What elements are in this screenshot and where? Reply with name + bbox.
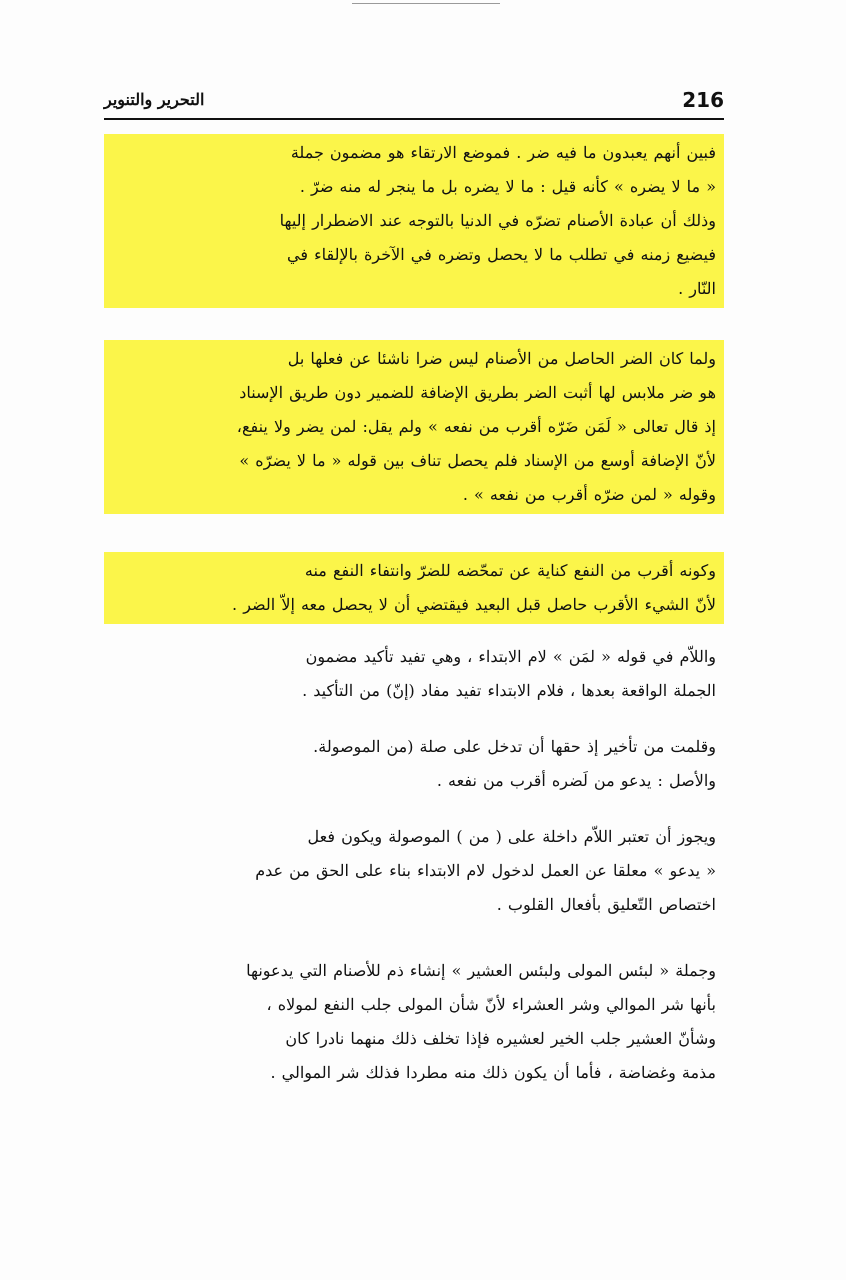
paragraph-2-highlighted: [104, 340, 724, 514]
text-line: هو ضر ملابس لها أثبت الضر بطريق الإضافة للضمير دون طريق الإسناد: [239, 383, 716, 402]
text-line: وقوله « لمن ضرّه أقرب من نفعه » .: [462, 485, 716, 504]
paragraph-3-highlighted: [104, 552, 724, 624]
text-line: فيضيع زمنه في تطلب ما لا يحصل وتضره في الآخرة بالإلقاء في: [287, 245, 716, 264]
text-line: « يدعو » معلقا عن العمل لدخول لام الابتداء بناء على الحق من عدم: [255, 861, 716, 880]
paragraph-1-highlighted: [104, 134, 724, 308]
top-rule: [352, 3, 500, 4]
text-line: ولما كان الضر الحاصل من الأصنام ليس ضرا ناشئا عن فعلها بل: [287, 349, 716, 368]
text-line: بأنها شر الموالي وشر العشراء لأنّ شأن المولى جلب النفع لمولاه ،: [266, 995, 716, 1014]
text-line: وجملة « لبئس المولى ولبئس العشير » إنشاء ذم للأصنام التي يدعونها: [246, 961, 716, 980]
page-header: [104, 88, 724, 120]
running-title: التحرير والتنوير: [104, 90, 205, 109]
paragraph-6: [104, 820, 724, 922]
paragraph-4: [104, 640, 724, 708]
text-line: مذمة وغضاضة ، فأما أن يكون ذلك منه مطردا فذلك شر الموالي .: [270, 1063, 716, 1082]
text-line: وقلمت من تأخير إذ حقها أن تدخل على صلة (من الموصولة.: [313, 737, 716, 756]
text-line: وكونه أقرب من النفع كناية عن تمحّضه للضرّ وانتفاء النفع منه: [304, 561, 716, 580]
text-line: « ما لا يضره » كأنه قيل : ما لا يضره بل ما ينجر له منه ضرّ .: [299, 177, 716, 196]
page-number: 216: [682, 88, 724, 112]
text-line: لأنّ الإضافة أوسع من الإسناد فلم يحصل تناف بين قوله « ما لا يضرّه »: [239, 451, 716, 470]
text-line: الجملة الواقعة بعدها ، فلام الابتداء تفيد مفاد (إنّ) من التأكيد .: [302, 681, 716, 700]
text-line: فبين أنهم يعبدون ما فيه ضر . فموضع الارتقاء هو مضمون جملة: [290, 143, 716, 162]
text-line: وذلك أن عبادة الأصنام تضرّه في الدنيا بالتوجه عند الاضطرار إليها: [279, 211, 716, 230]
text-line: اختصاص التّعليق بأفعال القلوب .: [496, 895, 716, 914]
text-line: وشأنّ العشير جلب الخير لعشيره فإذا تخلف ذلك منهما نادرا كان: [285, 1029, 716, 1048]
text-line: النّار .: [678, 279, 716, 298]
text-line: والأصل : يدعو من لَضره أقرب من نفعه .: [436, 771, 716, 790]
text-line: لأنّ الشيء الأقرب حاصل قبل البعيد فيقتضي أن لا يحصل معه إلاّ الضر .: [232, 595, 716, 614]
paragraph-5: [104, 730, 724, 798]
paragraph-7: [104, 954, 724, 1090]
text-line: واللاّم في قوله « لمَن » لام الابتداء ، وهي تفيد تأكيد مضمون: [305, 647, 716, 666]
text-line: إذ قال تعالى « لَمَن ضَرّه أقرب من نفعه » ولم يقل: لمن يضر ولا ينفع،: [236, 417, 716, 436]
text-line: ويجوز أن تعتبر اللاّم داخلة على ( من ) الموصولة ويكون فعل: [307, 827, 716, 846]
